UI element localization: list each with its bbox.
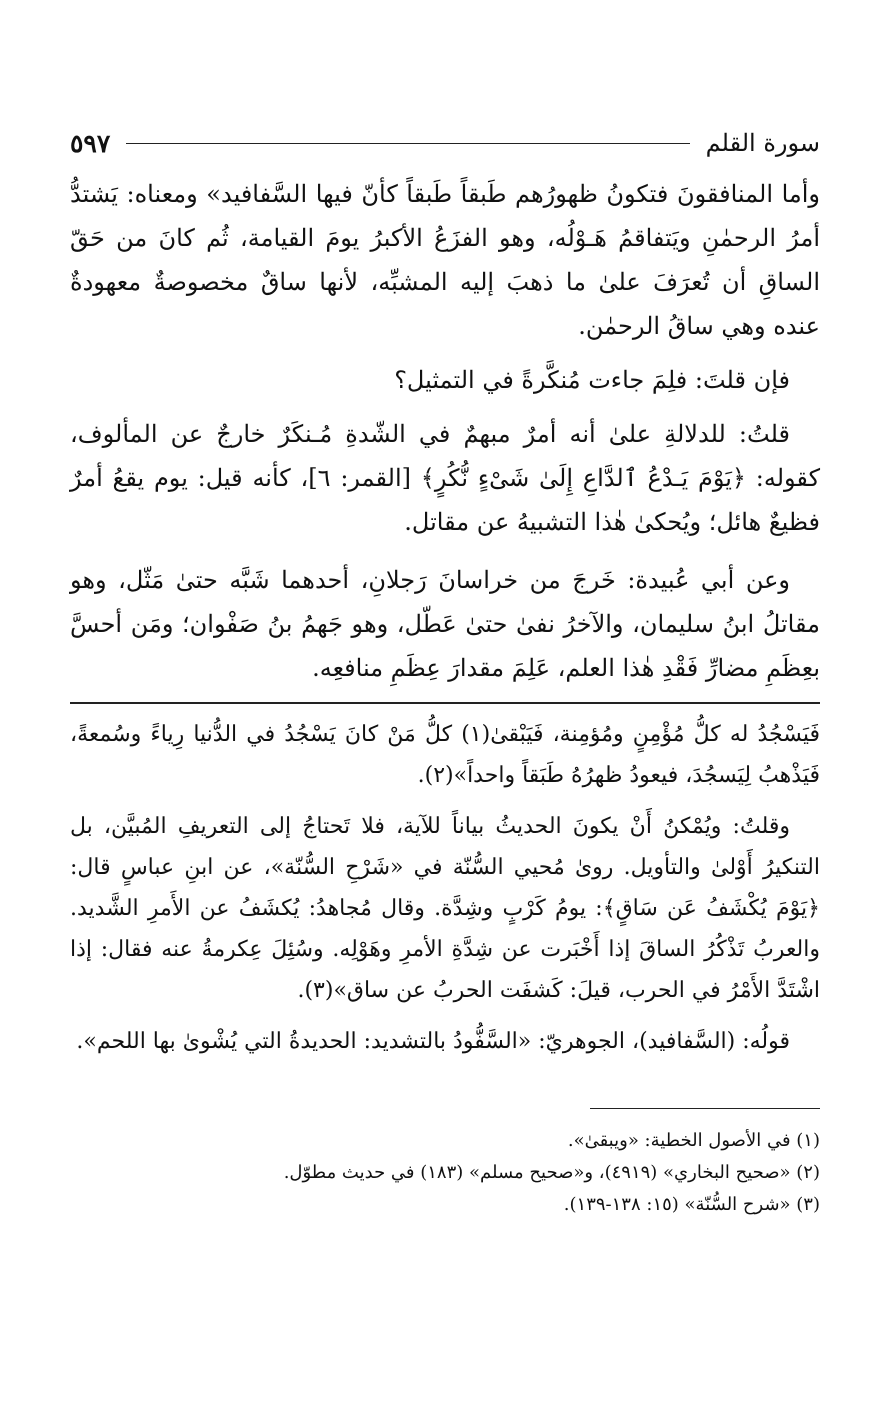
main-paragraph-3: قلتُ: للدلالةِ علىٰ أنه أمرٌ مبهمٌ في الشّدةِ مُـنكَرٌ خارجٌ عن المألوف، كقوله: ﴿يَوْمَ يَـدْعُ ٱلدَّاعِ إِلَىٰ شَىْءٍ نُّكُرٍ﴾ [القمر: ٦]، كأنه قيل: يوم يقعُ أمرٌ فظيعٌ هائل؛ ويُحكىٰ هٰذا التشبيهُ عن مقاتل. — [70, 420, 820, 536]
commentary-paragraph-1: فَيَسْجُدُ له كلُّ مُؤْمِنٍ ومُؤمِنة، فَيَبْقىٰ(١) كلُّ مَنْ كانَ يَسْجُدُ في الدُّنيا رِياءً وسُمعةً، فَيَذْهبُ لِيَسجُدَ، فيعودُ ظهرُهُ طَبَقاً واحداً»(٢). — [70, 722, 820, 788]
main-paragraph-2: فإن قلتَ: فلِمَ جاءت مُنكَّرةً في التمثيل؟ — [394, 366, 790, 394]
commentary-paragraph-3: قولُه: (السَّفافيد)، الجوهريّ: «السَّفُّودُ بالتشديد: الحديدةُ التي يُشْوىٰ بها اللحم». — [76, 1029, 790, 1054]
footnote-3: (٣) «شرح السُّنّة» (١٥: ١٣٨-١٣٩). — [563, 1194, 820, 1215]
footnote-2: (٢) «صحيح البخاري» (٤٩١٩)، و«صحيح مسلم» (١٨٣) في حديث مطوّل. — [283, 1162, 820, 1183]
footnote-rule — [590, 1108, 820, 1109]
section-divider — [70, 702, 820, 704]
footnotes — [70, 1125, 820, 1221]
page-header — [70, 118, 820, 168]
header-rule — [126, 143, 689, 144]
commentary-paragraph-2: وقلتُ: ويُمْكنُ أَنْ يكونَ الحديثُ بياناً للآية، فلا تَحتاجُ إلى التعريفِ المُبيَّن، بل التنكيرُ أَوْلىٰ والتأويل. روىٰ مُحيي السُّنّة في «شَرْحِ السُّنّة»، عن ابنِ عباسٍ قال: ﴿يَوْمَ يُكْشَفُ عَن سَاقٍ﴾: يومُ كَرْبٍ وشِدَّة. وقال مُجاهدُ: يُكشَفُ عن الأَمرِ الشَّديد. والعربُ تَذْكُرُ الساقَ إذا أَخْبَرت عن شِدَّةِ الأمرِ وهَوْلِه. وسُئِلَ عِكرمةُ عنه فقال: إذا اشْتَدَّ الأَمْرُ في الحرب، قيلَ: كَشفَت الحربُ عن ساق»(٣). — [70, 814, 820, 1003]
page-number: ٥٩٧ — [70, 128, 111, 158]
main-paragraph-1: وأما المنافقونَ فتكونُ ظهورُهم طَبقاً طَبقاً كأنّ فيها السَّفافيد» ومعناه: يَشتدُّ أمرُ الرحمٰنِ ويَتفاقمُ هَـوْلُه، وهو الفزَعُ الأكبرُ يومَ القيامة، ثُم كانَ من حَقّ الساقِ أن تُعرَفَ علىٰ ما ذهبَ إليه المشبِّه، لأنها ساقٌ مخصوصةٌ معهودةٌ عنده وهي ساقُ الرحمٰن. — [70, 180, 820, 340]
commentary — [70, 714, 820, 1062]
main-text — [70, 172, 820, 690]
book-page — [70, 118, 820, 1221]
main-paragraph-4: وعن أبي عُبيدة: خَرجَ من خراسانَ رَجلانِ، أحدهما شَبَّه حتىٰ مَثّل، وهو مقاتلُ ابنُ سليمان، والآخرُ نفىٰ حتىٰ عَطّل، وهو جَهمُ بنُ صَفْوان؛ ومَن أحسَّ بعِظَمِ مضارِّ فَقْدِ هٰذا العلم، عَلِمَ مقدارَ عِظَمِ منافعِه. — [70, 566, 820, 682]
footnote-1: (١) في الأصول الخطية: «ويبقىٰ». — [567, 1130, 820, 1151]
surah-title: سورة القلم — [705, 129, 820, 157]
